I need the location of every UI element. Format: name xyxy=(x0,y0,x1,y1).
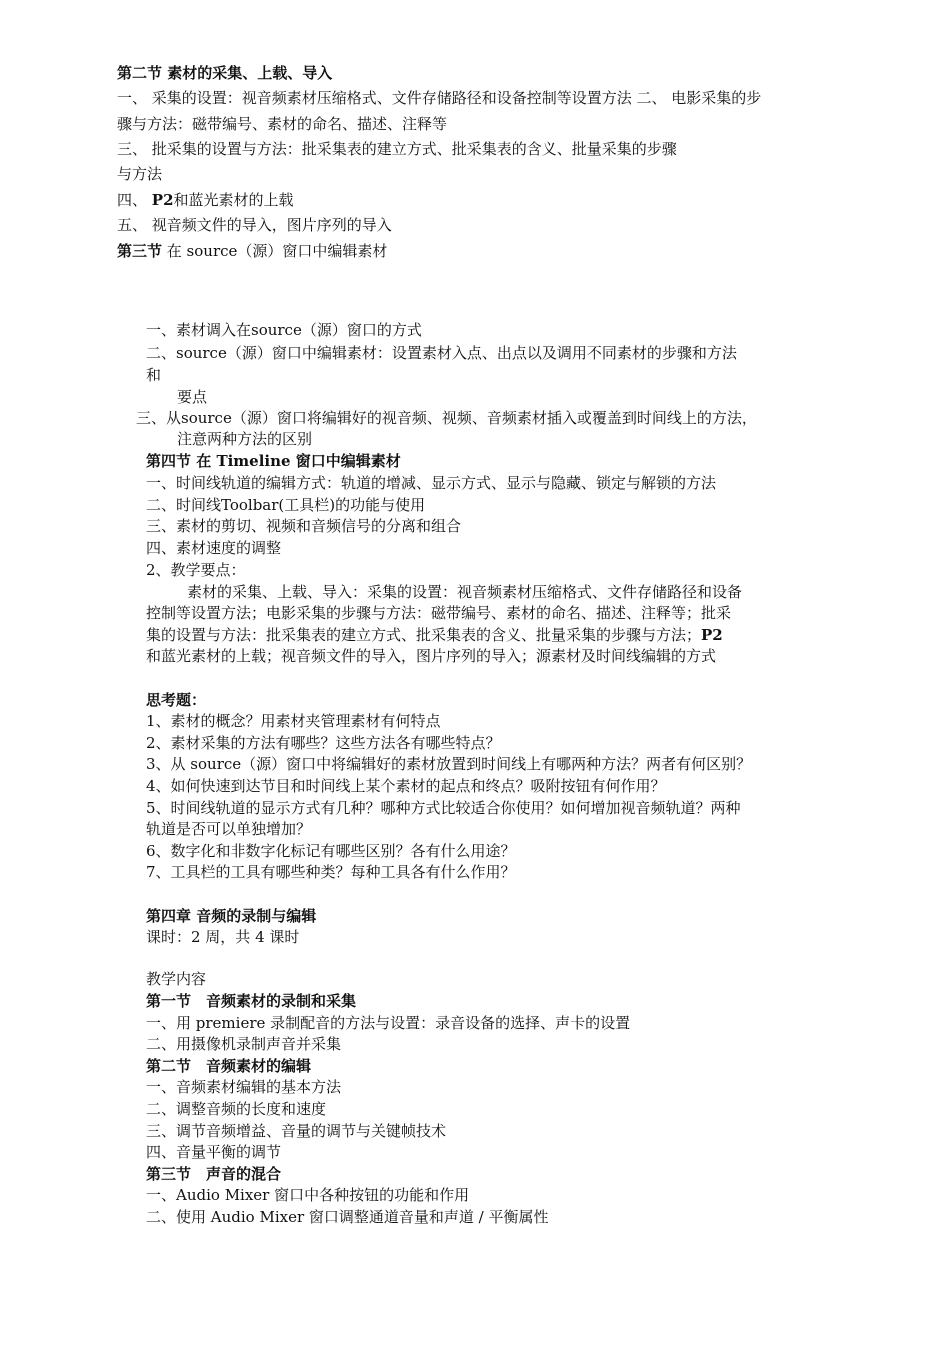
section3-heading-label: 第三节 xyxy=(117,242,163,260)
question-5: 5、时间线轨道的显示方式有几种？哪种方式比较适合你使用？如何增加视音频轨道？两种 xyxy=(146,799,741,817)
chapter4-s3-item1: 一、Audio Mixer 窗口中各种按钮的功能和作用 xyxy=(146,1186,470,1204)
section3-item3: 三、从source（源）窗口将编辑好的视音频、视频、音频素材插入或覆盖到时间线上的方法， xyxy=(136,409,757,427)
chapter4-s2-item4: 四、音量平衡的调节 xyxy=(146,1143,282,1161)
chapter4-s1-item1: 一、用 premiere 录制配音的方法与设置：录音设备的选择、声卡的设置 xyxy=(146,1014,631,1032)
chapter4-content-label: 教学内容 xyxy=(146,970,207,988)
question-1: 1、素材的概念？用素材夹管理素材有何特点 xyxy=(146,712,441,730)
questions-title: 思考题： xyxy=(146,691,207,709)
chapter4-s3-item2: 二、使用 Audio Mixer 窗口调整通道音量和声道 / 平衡属性 xyxy=(146,1208,549,1226)
question-5-cont: 轨道是否可以单独增加？ xyxy=(146,820,312,838)
teaching-points-line3 xyxy=(146,624,723,646)
chapter4-s3-heading: 第三节 声音的混合 xyxy=(146,1165,282,1183)
teaching-points-line1: 素材的采集、上载、导入：采集的设置：视音频素材压缩格式、文件存储路径和设备 xyxy=(187,583,743,601)
section4-item1: 一、时间线轨道的编辑方式：轨道的增减、显示方式、显示与隐藏、锁定与解锁的方法 xyxy=(146,474,717,492)
section3-item2: 二、source（源）窗口中编辑素材：设置素材入点、出点以及调用不同素材的步骤和方法 xyxy=(146,344,737,362)
chapter4-s1-item2: 二、用摄像机录制声音并采集 xyxy=(146,1035,342,1053)
section2-item5: 五、 视音频文件的导入，图片序列的导入 xyxy=(117,216,392,234)
chapter4-s2-heading: 第二节 音频素材的编辑 xyxy=(146,1057,312,1075)
question-2: 2、素材采集的方法有哪些？这些方法各有哪些特点？ xyxy=(146,734,501,752)
chapter4-s1-heading: 第一节 音频素材的录制和采集 xyxy=(146,992,357,1010)
section2-item4-bold: P2 xyxy=(151,191,174,209)
section2-heading: 第二节 素材的采集、上载、导入 xyxy=(117,64,333,82)
question-3: 3、从 source（源）窗口中将编辑好的素材放置到时间线上有哪两种方法？两者有何区别？ xyxy=(146,755,752,773)
section4-item3: 三、素材的剪切、视频和音频信号的分离和组合 xyxy=(146,517,462,535)
teaching-points-line2: 控制等设置方法；电影采集的步骤与方法：磁带编号、素材的命名、描述、注释等；批采 xyxy=(146,604,732,622)
section3-item2-cont1: 和 xyxy=(146,366,162,384)
teaching-points-line3-bold: P2 xyxy=(701,626,723,644)
section2-item4-prefix: 四、 xyxy=(117,191,148,209)
section3-item3-cont: 注意两种方法的区别 xyxy=(177,430,313,448)
chapter4-hours: 课时：2 周，共 4 课时 xyxy=(146,928,300,946)
section4-item4: 四、素材速度的调整 xyxy=(146,539,282,557)
section2-item1-cont: 骤与方法：磁带编号、素材的命名、描述、注释等 xyxy=(117,115,448,133)
section3-item2-cont2: 要点 xyxy=(177,388,208,406)
teaching-points-label: 2、教学要点： xyxy=(146,561,246,579)
section4-heading: 第四节 在 Timeline 窗口中编辑素材 xyxy=(146,452,401,470)
teaching-points-line3-text: 集的设置与方法：批采集表的建立方式、批采集表的含义、批量采集的步骤与方法； xyxy=(146,626,702,644)
chapter4-s2-item2: 二、调整音频的长度和速度 xyxy=(146,1100,327,1118)
chapter4-s2-item3: 三、调节音频增益、音量的调节与关键帧技术 xyxy=(146,1122,447,1140)
section3-heading-rest: 在 source（源）窗口中编辑素材 xyxy=(162,242,388,260)
teaching-points-line4: 和蓝光素材的上载；视音频文件的导入，图片序列的导入；源素材及时间线编辑的方式 xyxy=(146,647,717,665)
question-7: 7、工具栏的工具有哪些种类？每种工具各有什么作用？ xyxy=(146,863,516,881)
section2-item1: 一、 采集的设置：视音频素材压缩格式、文件存储路径和设备控制等设置方法 二、 电影采集的步 xyxy=(117,89,762,107)
section2-item4 xyxy=(117,189,294,211)
section3-item1: 一、素材调入在source（源）窗口的方式 xyxy=(146,321,422,339)
section2-item4-rest: 和蓝光素材的上载 xyxy=(173,191,294,209)
chapter4-heading: 第四章 音频的录制与编辑 xyxy=(146,907,317,925)
section3-heading xyxy=(117,240,387,262)
section2-item3: 三、 批采集的设置与方法：批采集表的建立方式、批采集表的含义、批量采集的步骤 xyxy=(117,140,677,158)
question-6: 6、数字化和非数字化标记有哪些区别？各有什么用途？ xyxy=(146,842,516,860)
chapter4-s2-item1: 一、音频素材编辑的基本方法 xyxy=(146,1078,342,1096)
section2-item3-cont: 与方法 xyxy=(117,165,163,183)
question-4: 4、如何快速到达节目和时间线上某个素材的起点和终点？吸附按钮有何作用？ xyxy=(146,777,666,795)
section4-item2: 二、时间线Toolbar(工具栏)的功能与使用 xyxy=(146,496,426,514)
